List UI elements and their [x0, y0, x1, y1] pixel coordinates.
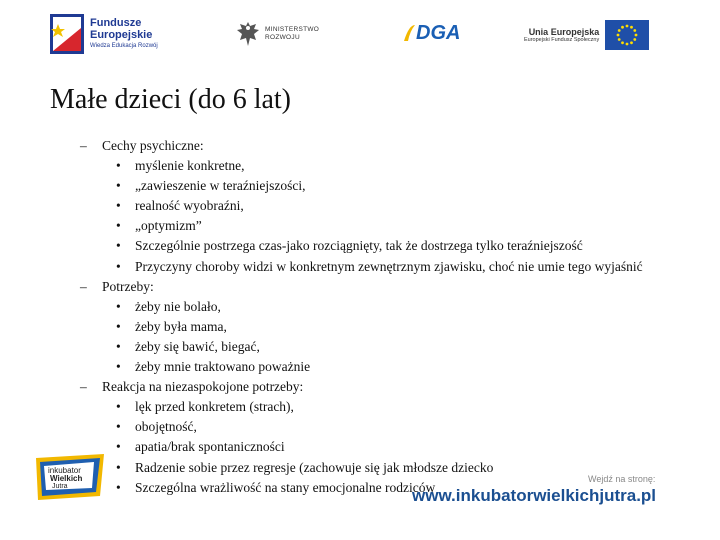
list-item: • Szczególnie postrzega czas-jako rozciągnięty, tak że dostrzega tylko teraźniejszość	[80, 236, 700, 256]
ue-line1: Unia Europejska	[528, 26, 600, 37]
list-item: • „optymizm”	[80, 216, 700, 236]
list-item: • apatia/brak spontaniczności	[80, 437, 700, 457]
list-item: • „zawieszenie w teraźniejszości,	[80, 176, 700, 196]
list-item: • żeby nie bolało,	[80, 297, 700, 317]
dga-swoosh-icon	[402, 23, 416, 45]
ministry-line2: ROZWOJU	[265, 34, 300, 41]
inkubator-logo	[34, 452, 106, 507]
dga-logo	[402, 22, 460, 45]
list-item: • realność wyobraźni,	[80, 196, 700, 216]
slide-content	[80, 136, 700, 498]
list-item: • Szczególna wrażliwość na stany emocjonalne rodziców	[80, 478, 700, 498]
ministry-line1: MINISTERSTWO	[265, 26, 320, 34]
visit-label: Wejdź na stronę:	[588, 474, 656, 484]
list-item: • Radzenie sobie przez regresje (zachowuje się jak młodsze dziecko	[80, 458, 700, 478]
inkubator-line2: Wielkich	[50, 474, 83, 483]
ue-line2: Europejski Fundusz Społeczny	[524, 37, 600, 44]
eu-flag-icon	[605, 20, 649, 50]
fe-flag-icon	[50, 14, 84, 54]
list-item: • Przyczyny choroby widzi w konkretnym zewnętrznym zjawisku, choć nie umie tego wyjaśnić	[80, 257, 700, 277]
list-item: • lęk przed konkretem (strach),	[80, 397, 700, 417]
website-link[interactable]: www.inkubatorwielkichjutra.pl	[412, 486, 657, 505]
ministerstwo-rozwoju-logo	[236, 20, 319, 48]
fe-line2: Europejskie	[90, 28, 153, 41]
list-item: • żeby mnie traktowano poważnie	[80, 357, 700, 377]
slide-title: Małe dzieci (do 6 lat)	[50, 84, 292, 115]
list-item: • żeby była mama,	[80, 317, 700, 337]
section-heading: – Potrzeby:	[80, 277, 700, 297]
eagle-emblem-icon	[236, 20, 260, 48]
inkubator-line3: Jutra	[52, 483, 68, 490]
list-item: • żeby się bawić, biegać,	[80, 337, 700, 357]
unia-europejska-logo	[524, 20, 649, 50]
inkubator-line1: inkubator	[48, 466, 81, 475]
fundusze-europejskie-logo	[50, 14, 158, 54]
inkubator-badge-icon	[34, 452, 106, 502]
fe-line1: Fundusze	[90, 17, 142, 30]
fe-line3: Wiedza Edukacja Rozwój	[90, 43, 158, 50]
list-item: • myślenie konkretne,	[80, 156, 700, 176]
logo-bar	[0, 0, 720, 70]
list-item: • obojętność,	[80, 417, 700, 437]
dga-text: DGA	[416, 22, 461, 44]
section-heading: – Reakcja na niezaspokojone potrzeby:	[80, 377, 700, 397]
section-heading: – Cechy psychiczne:	[80, 136, 700, 156]
